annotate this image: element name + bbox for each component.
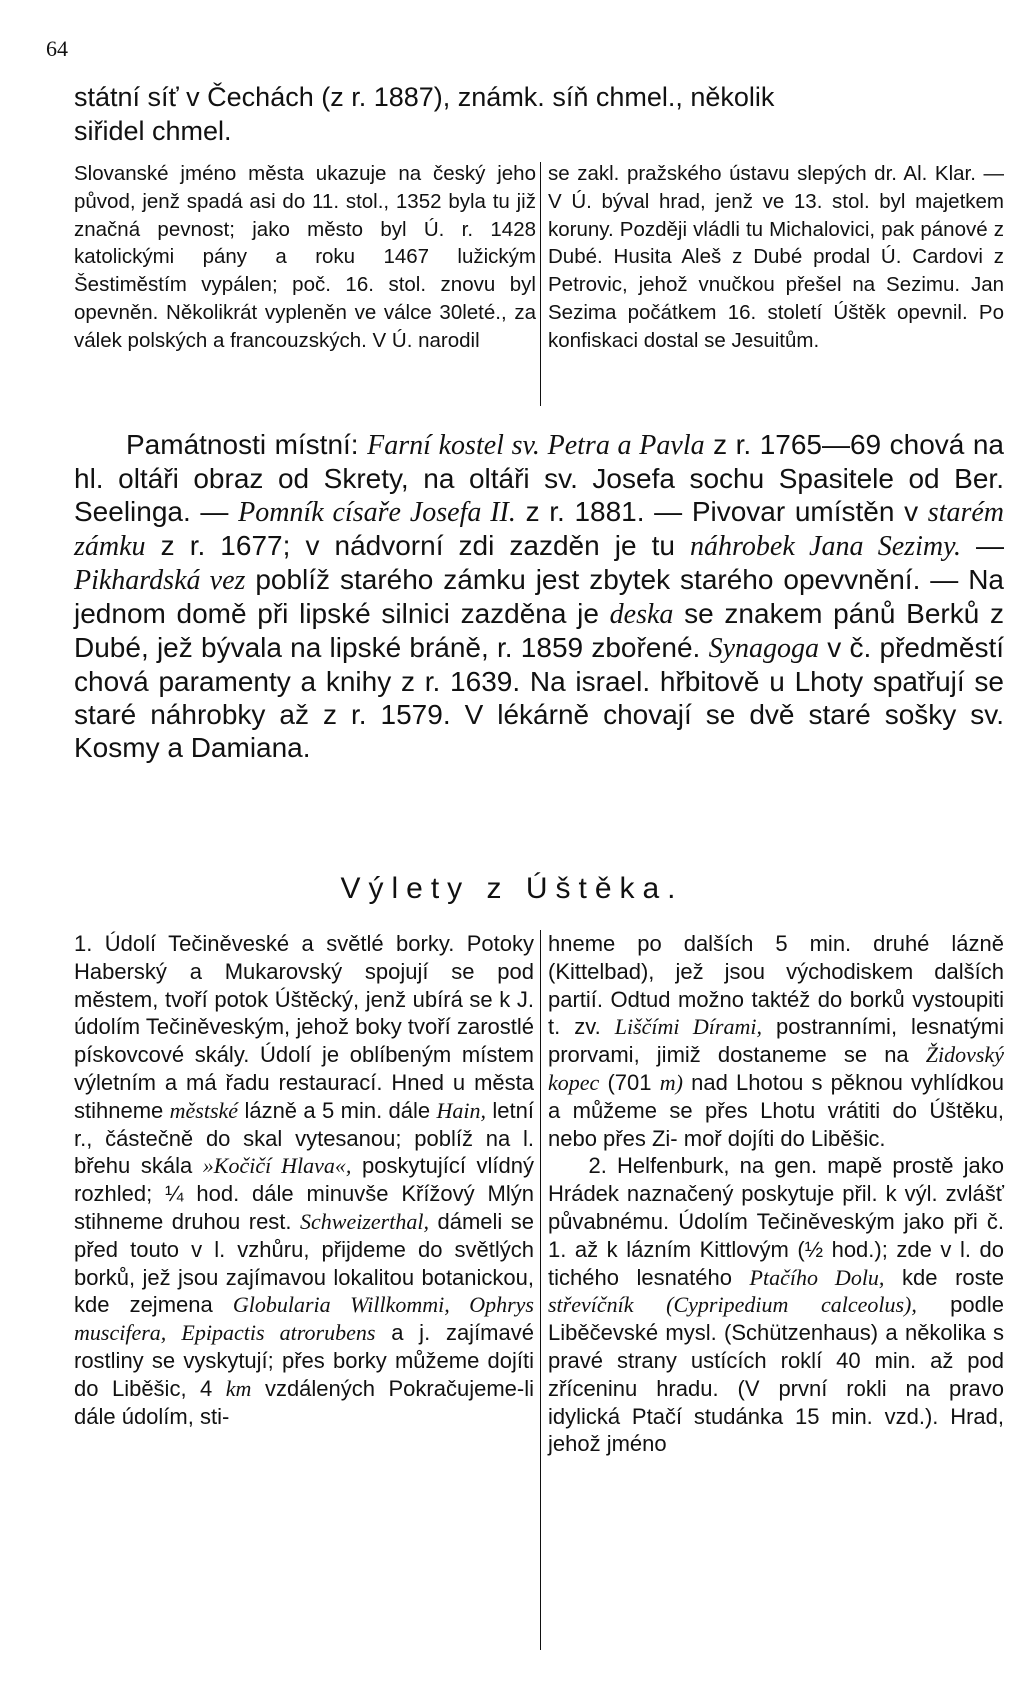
ptaci-dul: Ptačího Dolu, bbox=[749, 1264, 885, 1290]
bl-text-e: poskytující vlídný rozhled; ¼ hod. dále minuvše Křížový Mlýn stihneme druhou rest. bbox=[74, 1153, 534, 1234]
bl-text-d: letní r., částečně do skal vytesanou; poblíž na l. břehu skála bbox=[74, 1097, 534, 1179]
mestske-lazne: městské bbox=[169, 1097, 239, 1123]
monuments-text-4: — bbox=[976, 530, 1005, 561]
monuments-text-7: v č. předměstí chová paramenty a knihy z r. 1639. Na israel. hřbitově u Lhoty spatřují se staré náhrobky až z r. 1579. V lékárně chovají se dvě staré sošky sv. Kosmy a Damiana. bbox=[74, 632, 1005, 763]
br-text-b: postranními, lesnatými prorvami, jimiž dostaneme se na bbox=[548, 1014, 1004, 1068]
pomnik-cisare: Pomník císaře Josefa II. bbox=[238, 497, 516, 528]
km-unit: km bbox=[225, 1375, 252, 1401]
intro-line-2: siřidel chmel. bbox=[74, 116, 232, 146]
bl-text-h: vzdálených Pokračujeme-li dále údolím, sti- bbox=[74, 1375, 534, 1429]
bl-text-g: a j. zajímavé rostliny se vyskytují; přes borky můžeme dojíti do Liběšic, 4 bbox=[74, 1320, 534, 1401]
top-right-column: se zakl. pražského ústavu slepých dr. Al. Klar. — V Ú. býval hrad, jenž ve 13. stol. byl majetkem koruny. Později vládli tu Michalovici, pak pánové z Dubé. Husita Aleš z Dubé prodal Ú. Cardovi z Petrovic, jehož vnučkou přešel na Sezimu. Jan Sezima počátkem 16. století Úštěk opevnil. Po konfiskaci dostal se Jesuitům. bbox=[548, 162, 1004, 352]
column-rule-top bbox=[540, 162, 541, 406]
section-title: Výlety z Úštěka. bbox=[340, 872, 684, 905]
column-rule-bottom bbox=[540, 930, 541, 1650]
br-text-p2: 2. Helfenburk, na gen. mapě prostě jako Hrádek naznačený poskytuje přil. k výl. zvlášť půvabnému. Údolím Tečiněveským jako při č. 1. až k lázním Kittlovým (½ hod.); zde v l. do tichého lesnatého bbox=[548, 1153, 1004, 1290]
monuments-text-6: se znakem pánů Berků z Dubé, jež bývala na lipské bráně, r. 1859 zbořené. bbox=[74, 598, 1005, 663]
top-left-column: Slovanské jméno města ukazuje na český jeho původ, jenž spadá asi do 11. stol., 1352 byla tu již značná pevnost; jako město byl Ú. r. 1428 katolickými pány a roku 1467 lužickým Šestiměstím vypálen; poč. 16. stol. znovu byl opevněn. Několikrát vypleněn ve válce 30leté., za válek polských a francouzských. V Ú. narodil bbox=[74, 162, 536, 352]
nahrobek: náhrobek Jana Sezimy. bbox=[690, 531, 961, 562]
bottom-right-column bbox=[548, 930, 1004, 1458]
stary-zamek: starém zámku bbox=[74, 497, 1005, 562]
strevicnik: střevíčník (Cypripedium calceolus), bbox=[548, 1292, 917, 1318]
br-text-f: kde roste bbox=[902, 1264, 1004, 1290]
bottom-left-column bbox=[74, 930, 534, 1430]
schweizerthal: Schweizerthal, bbox=[300, 1208, 429, 1234]
intro-line-1: státní síť v Čechách (z r. 1887), známk. síň chmel., několik bbox=[74, 82, 775, 112]
pikhardska-vez: Pikhardská vez bbox=[74, 565, 246, 596]
deska: deska bbox=[609, 599, 674, 630]
br-text-e: moř dojíti do Liběšic. bbox=[683, 1125, 886, 1151]
br-text-d: nad Lhotou s pěknou vyhlídkou a můžeme se přes Lhotu bbox=[548, 1069, 1004, 1123]
zidovsky-kopec: Židovský kopec bbox=[548, 1042, 1004, 1095]
monuments-text-5: poblíž starého zámku jest zbytek starého opevvnění. — Na jednom domě při lipské silnici zazděna je bbox=[74, 564, 1005, 629]
bl-text-f: dámeli se před touto v l. vzhůru, přijdeme do světlých borků, jež jsou zajímavou lokalitou botanickou, kde zejmena bbox=[74, 1208, 534, 1318]
bl-text-b: lázně a 5 min. dále bbox=[244, 1097, 431, 1123]
liscimi-dirami: Liščími Dírami, bbox=[614, 1014, 762, 1040]
bl-text-a: 1. Údolí Tečiněveské a světlé borky. Potoky Haberský a Mukarovský spojují se pod městem, tvoří potok Úštěcký, jenž ubírá se k J. údolím Tečiněveským, jehož boky tvoří zarostlé pískovcové skály. Údolí je oblíbeným místem výletním a má řadu restaurací. Hned u města stihneme bbox=[74, 931, 534, 1123]
br-text-c: (701 bbox=[607, 1069, 652, 1095]
br-text-a: hneme po dalších 5 min. druhé lázně (Kittelbad), jež jsou východiskem dalších partií. Odtud možno taktéž do borků vystoupiti t. zv. bbox=[548, 931, 1004, 1040]
monuments-text-1: z r. 1765—69 chová na hl. oltáři obraz od Skrety, na oltáři sv. Josefa sochu Spasitele od Ber. Seelinga. — bbox=[74, 429, 1005, 527]
m-unit: m) bbox=[659, 1069, 683, 1095]
monuments-text-2: z r. 1881. — Pivovar umístěn v bbox=[525, 496, 919, 527]
monuments-label: Památnosti místní: bbox=[126, 429, 359, 460]
page-number: 64 bbox=[46, 36, 68, 61]
kocici-hlava: »Kočičí Hlava«, bbox=[202, 1153, 352, 1179]
bl-text-c: vrátiti do Úštěku, nebo přes Zi- bbox=[548, 1097, 1004, 1151]
farni-kostel: Farní kostel sv. Petra a Pavla bbox=[367, 430, 705, 461]
synagoga: Synagoga bbox=[708, 633, 819, 664]
monuments-paragraph bbox=[74, 428, 1004, 764]
br-text-g: podle Liběčevské mysl. (Schützenhaus) a několika s pravé strany ustících roklí 40 min. až pod zříceninu hradu. (V první rokli na pravo idylická Ptačí studánka 15 min. vzd.). Hrad, jehož jméno bbox=[548, 1292, 1004, 1457]
hain: Hain, bbox=[436, 1097, 487, 1123]
plant-names: Globularia Willkommi, Ophrys muscifera, Epipactis atrorubens bbox=[74, 1292, 534, 1346]
monuments-text-3: z r. 1677; v nádvorní zdi zazděn je tu bbox=[160, 530, 675, 561]
